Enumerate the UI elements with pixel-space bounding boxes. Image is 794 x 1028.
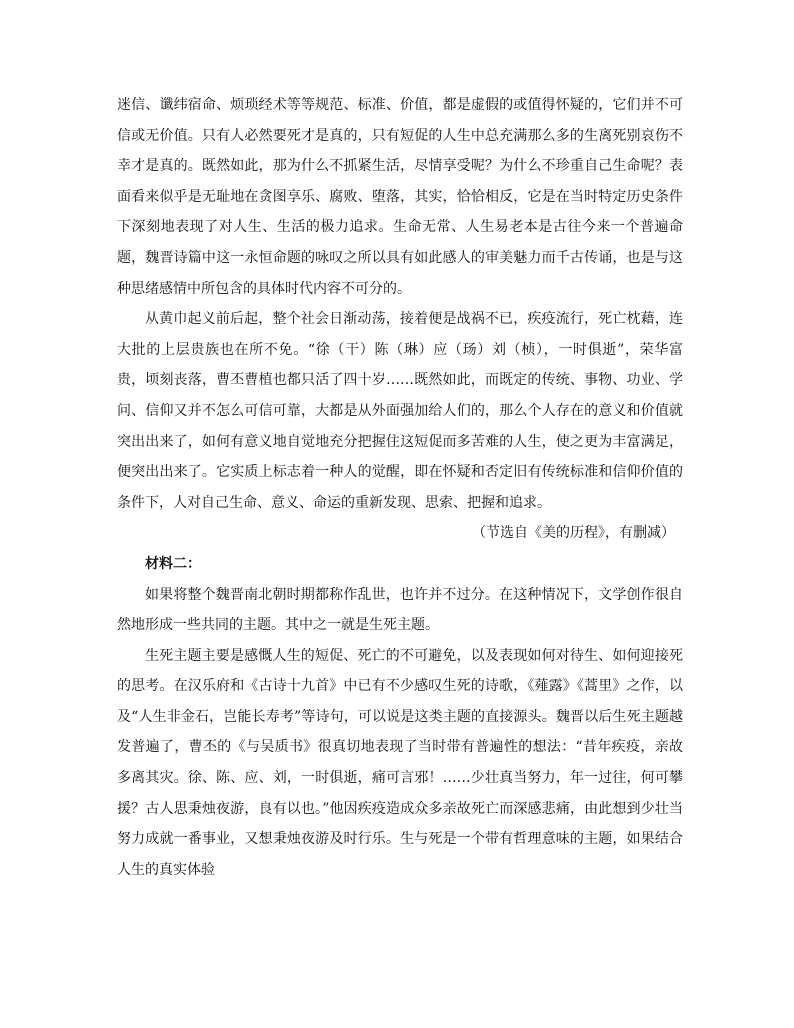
paragraph-4: 生死主题主要是感慨人生的短促、死亡的不可避免，以及表现如何对待生、如何迎接死的思考。在汉乐府和《古诗十九首》中已有不少感叹生死的诗歌，《薤露》《蒿里》之作，以及“人生非金石，岂能长寿考”等诗句，可以说是这类主题的直接源头。魏晋以后生死主题越发普遍了，曹丕的《与吴质书》很真切地表现了当时带有普遍性的想法：“昔年疾疫，亲故多离其灾。徐、陈、应、刘，一时俱逝，痛可言邪！……少壮真当努力，年一过往，何可攀援？古人思秉烛夜游，良有以也。”他因疾疫造成众多亲故死亡而深感悲痛，由此想到少壮当努力成就一番事业，又想秉烛夜游及时行乐。生与死是一个带有哲理意味的主题，如果结合人生的真实体验 [117,647,683,878]
paragraph-1: 迷信、谶纬宿命、烦琐经术等等规范、标准、价值，都是虚假的或值得怀疑的，它们并不可信或无价值。只有人必然要死才是真的，只有短促的人生中总充满那么多的生离死别哀伤不幸才是真的。既然如此，那为什么不抓紧生活，尽情享受呢？为什么不珍重自己生命呢？表面看来似乎是无耻地在贪图享乐、腐败、堕落，其实，恰恰相反，它是在当时特定历史条件下深刻地表现了对人生、生活的极力追求。生命无常、人生易老本是古往今来一个普遍命题，魏晋诗篇中这一永恒命题的咏叹之所以具有如此感人的审美魅力而千古传诵，也是与这种思绪感情中所包含的具体时代内容不可分的。 [117,97,683,297]
paragraph-2: 从黄巾起义前后起，整个社会日渐动荡，接着便是战祸不已，疾疫流行，死亡枕藉，连大批的上层贵族也在所不免。“徐（干）陈（琳）应（玚）刘（桢），一时俱逝”，荣华富贵，顷刻丧落，曹丕曹植也都只活了四十岁……既然如此，而既定的传统、事物、功业、学问、信仰又并不怎么可信可靠，大都是从外面强加给人们的，那么个人存在的意义和价值就突出出来了，如何有意义地自觉地充分把握住这短促而多苦难的人生，使之更为丰富满足，便突出出来了。它实质上标志着一种人的觉醒，即在怀疑和否定旧有传统标准和信仰价值的条件下，人对自己生命、意义、命运的重新发现、思索、把握和追求。 [117,311,683,511]
section-heading: 材料二： [145,555,201,572]
paragraph-3: 如果将整个魏晋南北朝时期都称作乱世，也许并不过分。在这种情况下，文学创作很自然地形成一些共同的主题。其中之一就是生死主题。 [117,586,683,634]
source-citation: （节选自《美的历程》，有删减） [472,525,675,542]
document-body [117,90,683,885]
